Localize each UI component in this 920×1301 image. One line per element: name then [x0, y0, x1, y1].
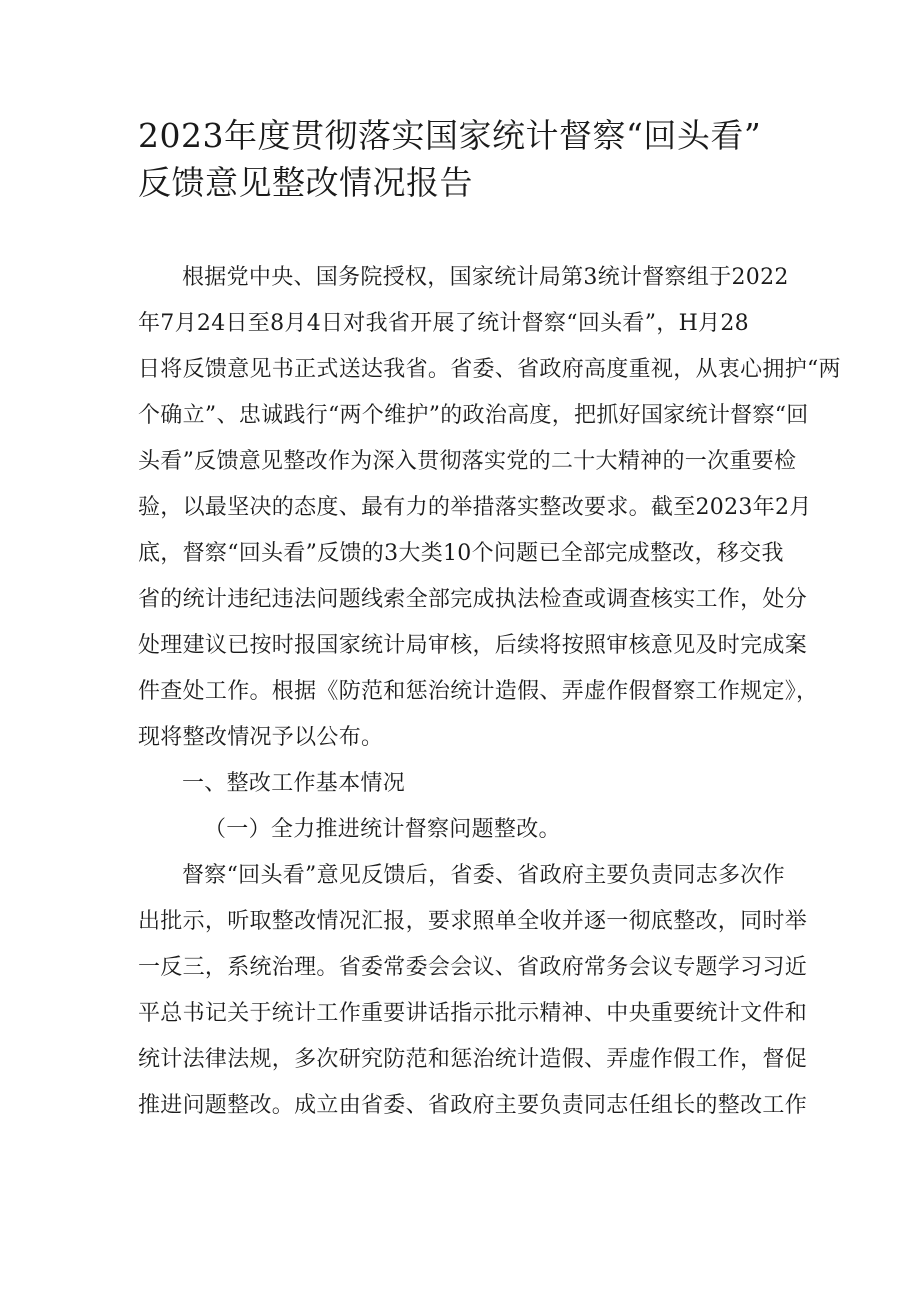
paragraph-line: 个确立”、忠诚践行“两个维护”的政治高度，把抓好国家统计督察“回 — [138, 403, 809, 428]
paragraph-line: 日将反馈意见书正式送达我省。省委、省政府高度重视，从衷心拥护“两 — [138, 357, 841, 382]
paragraph-line: 推进问题整改。成立由省委、省政府主要负责同志任组长的整改工作 — [138, 1093, 808, 1118]
paragraph-line: 年7月24日至8月4日对我省开展了统计督察“回头看”，H月28 — [138, 311, 749, 336]
document-body — [138, 260, 841, 1134]
paragraph-line: 省的统计违纪违法问题线索全部完成执法检查或调查核实工作，处分 — [138, 587, 808, 612]
paragraph-2 — [138, 858, 808, 1134]
paragraph-line: 现将整改情况予以公布。 — [138, 725, 384, 750]
paragraph-line: 头看”反馈意见整改作为深入贯彻落实党的二十大精神的一次重要检 — [138, 449, 797, 474]
title-line-1: 2023年度贯彻落实国家统计督察“回头看” — [138, 116, 762, 155]
paragraph-line: 验，以最坚决的态度、最有力的举措落实整改要求。截至2023年2月 — [138, 495, 812, 520]
paragraph-1 — [138, 260, 841, 766]
paragraph-line: 底，督察“回头看”反馈的3大类10个问题已全部完成整改，移交我 — [138, 541, 784, 566]
paragraph-line: 件查处工作。根据《防范和惩治统计造假、弄虚作假督察工作规定》， — [138, 679, 819, 704]
paragraph-line: 督察“回头看”意见反馈后，省委、省政府主要负责同志多次作 — [182, 863, 785, 888]
paragraph-line: 一反三，系统治理。省委常委会会议、省政府常务会议专题学习习近 — [138, 955, 808, 980]
paragraph-line: 统计法律法规，多次研究防范和惩治统计造假、弄虚作假工作，督促 — [138, 1047, 808, 1072]
paragraph-line: 根据党中央、国务院授权，国家统计局第3统计督察组于2022 — [182, 265, 789, 290]
title-line-2: 反馈意见整改情况报告 — [138, 163, 473, 202]
paragraph-line: 出批示，听取整改情况汇报，要求照单全收并逐一彻底整改，同时举 — [138, 909, 808, 934]
document-title — [138, 112, 818, 206]
paragraph-line: 平总书记关于统计工作重要讲话指示批示精神、中央重要统计文件和 — [138, 1001, 808, 1026]
section-heading: 一、整改工作基本情况 — [182, 771, 406, 796]
paragraph-line: 处理建议已按时报国家统计局审核，后续将按照审核意见及时完成案 — [138, 633, 808, 658]
subsection-heading: （一）全力推进统计督察问题整改。 — [204, 817, 561, 842]
